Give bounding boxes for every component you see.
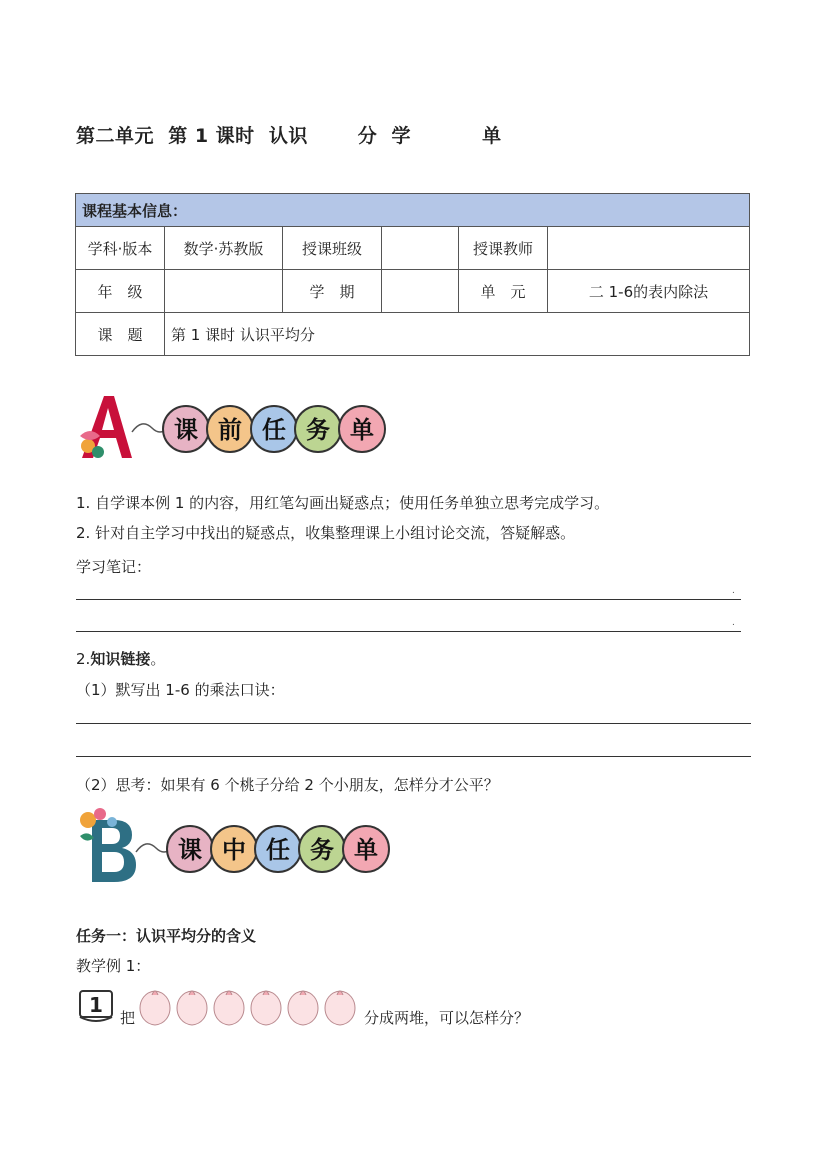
study-notes-label: 学习笔记： bbox=[76, 558, 152, 576]
unit-label: 单 元 bbox=[459, 270, 548, 313]
banner-b-char-1: 课 bbox=[178, 836, 202, 864]
banner-a-char-2: 前 bbox=[218, 416, 242, 444]
book-number-icon bbox=[80, 991, 112, 1021]
subject-value: 数学·苏教版 bbox=[165, 227, 283, 270]
banner-b-char-5: 单 bbox=[354, 836, 378, 864]
answer-line-1[interactable] bbox=[76, 723, 751, 724]
banner-b-char-3: 任 bbox=[266, 836, 290, 864]
example-label: 教学例 1： bbox=[76, 957, 151, 975]
knowledge-heading-num: 2. bbox=[76, 650, 91, 668]
knowledge-heading bbox=[76, 648, 165, 669]
course-info-header: 课程基本信息： bbox=[76, 194, 750, 227]
grade-label: 年 级 bbox=[76, 270, 165, 313]
banner-a-char-5: 单 bbox=[350, 416, 374, 444]
peach-icon bbox=[251, 991, 281, 1025]
banner-b-char-2: 中 bbox=[222, 836, 246, 864]
knowledge-heading-text: 知识链接 bbox=[90, 650, 151, 668]
letter-b-decoration-icon bbox=[80, 808, 136, 882]
in-class-task-banner bbox=[78, 808, 408, 886]
unit-value: 二 1-6的表内除法 bbox=[548, 270, 750, 313]
notes-line-1[interactable] bbox=[76, 599, 741, 600]
notes-mark-2: . bbox=[732, 618, 735, 628]
banner-a-char-3: 任 bbox=[262, 416, 286, 444]
teacher-value[interactable] bbox=[548, 227, 750, 270]
knowledge-question-2: （2）思考：如果有 6 个桃子分给 2 个小朋友，怎样分才公平？ bbox=[76, 776, 499, 794]
pre-task-item-1: 1. 自学课本例 1 的内容，用红笔勾画出疑惑点；使用任务单独立思考完成学习。 bbox=[76, 494, 610, 512]
letter-a-decoration-icon bbox=[80, 396, 132, 458]
peach-icon bbox=[140, 991, 170, 1025]
class-label: 授课班级 bbox=[283, 227, 382, 270]
peach-icon bbox=[288, 991, 318, 1025]
notes-mark-1: . bbox=[732, 586, 735, 596]
banner-a-char-1: 课 bbox=[174, 416, 198, 444]
example-number: 1 bbox=[89, 993, 103, 1017]
teacher-label: 授课教师 bbox=[459, 227, 548, 270]
knowledge-question-1: （1）默写出 1-6 的乘法口诀： bbox=[76, 681, 285, 699]
page-title: 第二单元 第 1 课时 认识 分 学 单 bbox=[76, 125, 502, 147]
peach-icon bbox=[325, 991, 355, 1025]
banner-a-char-4: 务 bbox=[306, 416, 330, 444]
class-value[interactable] bbox=[382, 227, 459, 270]
example-suffix: 分成两堆，可以怎样分？ bbox=[364, 1009, 530, 1027]
answer-line-2[interactable] bbox=[76, 756, 751, 757]
example-prefix: 把 bbox=[120, 1009, 136, 1027]
topic-value: 第 1 课时 认识平均分 bbox=[165, 313, 750, 356]
semester-value[interactable] bbox=[382, 270, 459, 313]
pre-task-item-2: 2. 针对自主学习中找出的疑惑点，收集整理课上小组讨论交流，答疑解惑。 bbox=[76, 524, 576, 542]
course-info-table bbox=[75, 193, 750, 356]
peach-icon bbox=[214, 991, 244, 1025]
knowledge-heading-end: 。 bbox=[150, 650, 166, 668]
semester-label: 学 期 bbox=[283, 270, 382, 313]
grade-value[interactable] bbox=[165, 270, 283, 313]
topic-label: 课 题 bbox=[76, 313, 165, 356]
peach-group bbox=[140, 991, 355, 1025]
banner-b-char-4: 务 bbox=[310, 836, 334, 864]
peach-icon bbox=[177, 991, 207, 1025]
task-one-heading: 任务一：认识平均分的含义 bbox=[76, 927, 257, 945]
pre-class-task-banner bbox=[78, 392, 408, 470]
subject-label: 学科·版本 bbox=[76, 227, 165, 270]
example-1-question bbox=[78, 985, 578, 1029]
notes-line-2[interactable] bbox=[76, 631, 741, 632]
